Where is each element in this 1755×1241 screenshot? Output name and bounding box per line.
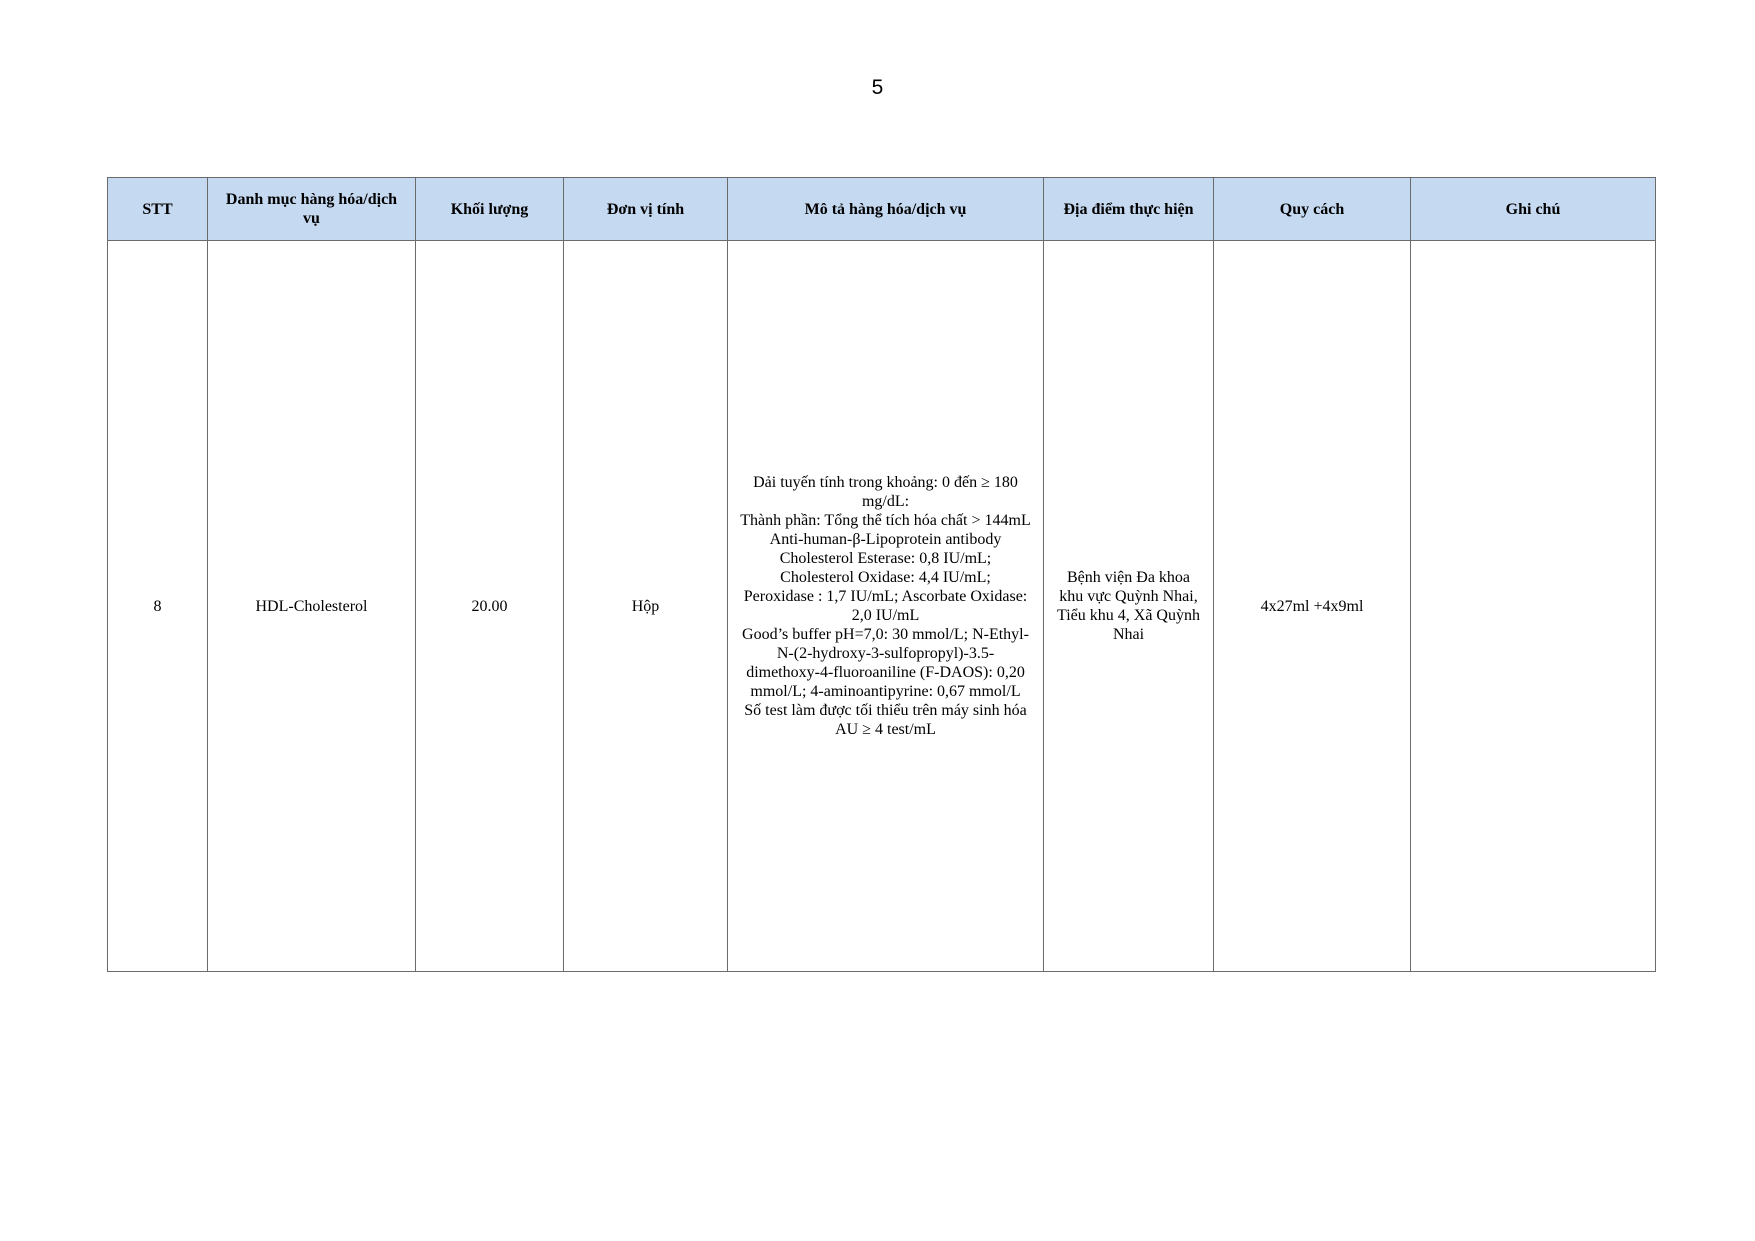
cell-description xyxy=(728,241,1044,972)
cell-location: Bệnh viện Đa khoa khu vực Quỳnh Nhai, Tiểu khu 4, Xã Quỳnh Nhai xyxy=(1044,241,1214,972)
table-header-row xyxy=(108,178,1656,241)
description-line: Peroxidase : 1,7 IU/mL; Ascorbate Oxidase: 2,0 IU/mL xyxy=(743,588,1028,624)
page-number: 5 xyxy=(871,76,884,99)
header-unit: Đơn vị tính xyxy=(564,178,728,241)
header-item: Danh mục hàng hóa/dịch vụ xyxy=(208,178,416,241)
cell-stt: 8 xyxy=(108,241,208,972)
header-note: Ghi chú xyxy=(1411,178,1656,241)
description-line: Cholesterol Esterase: 0,8 IU/mL; xyxy=(779,550,992,567)
description-line: Dải tuyến tính trong khoảng: 0 đến ≥ 180 mg/dL: xyxy=(753,474,1018,510)
header-spec: Quy cách xyxy=(1214,178,1411,241)
description-line: Good’s buffer pH=7,0: 30 mmol/L; N-Ethyl-N-(2-hydroxy-3-sulfopropyl)-3.5-dimethoxy-4-fluoroaniline (F-DAOS): 0,20 mmol/L; 4-aminoantipyrine: 0,67 mmol/L xyxy=(742,626,1029,700)
description-line: Anti-human-β-Lipoprotein antibody xyxy=(769,531,1002,548)
header-location: Địa điểm thực hiện xyxy=(1044,178,1214,241)
header-description: Mô tả hàng hóa/dịch vụ xyxy=(728,178,1044,241)
description-line: Cholesterol Oxidase: 4,4 IU/mL; xyxy=(780,569,991,586)
cell-note xyxy=(1411,241,1656,972)
cell-unit: Hộp xyxy=(564,241,728,972)
description-line: Thành phần: Tổng thể tích hóa chất > 144mL xyxy=(740,512,1031,529)
header-quantity: Khối lượng xyxy=(416,178,564,241)
cell-spec: 4x27ml +4x9ml xyxy=(1214,241,1411,972)
goods-table xyxy=(107,177,1656,972)
description-line: Số test làm được tối thiểu trên máy sinh hóa AU ≥ 4 test/mL xyxy=(744,702,1027,738)
header-stt: STT xyxy=(108,178,208,241)
cell-quantity: 20.00 xyxy=(416,241,564,972)
table-row xyxy=(108,241,1656,972)
cell-item: HDL-Cholesterol xyxy=(208,241,416,972)
